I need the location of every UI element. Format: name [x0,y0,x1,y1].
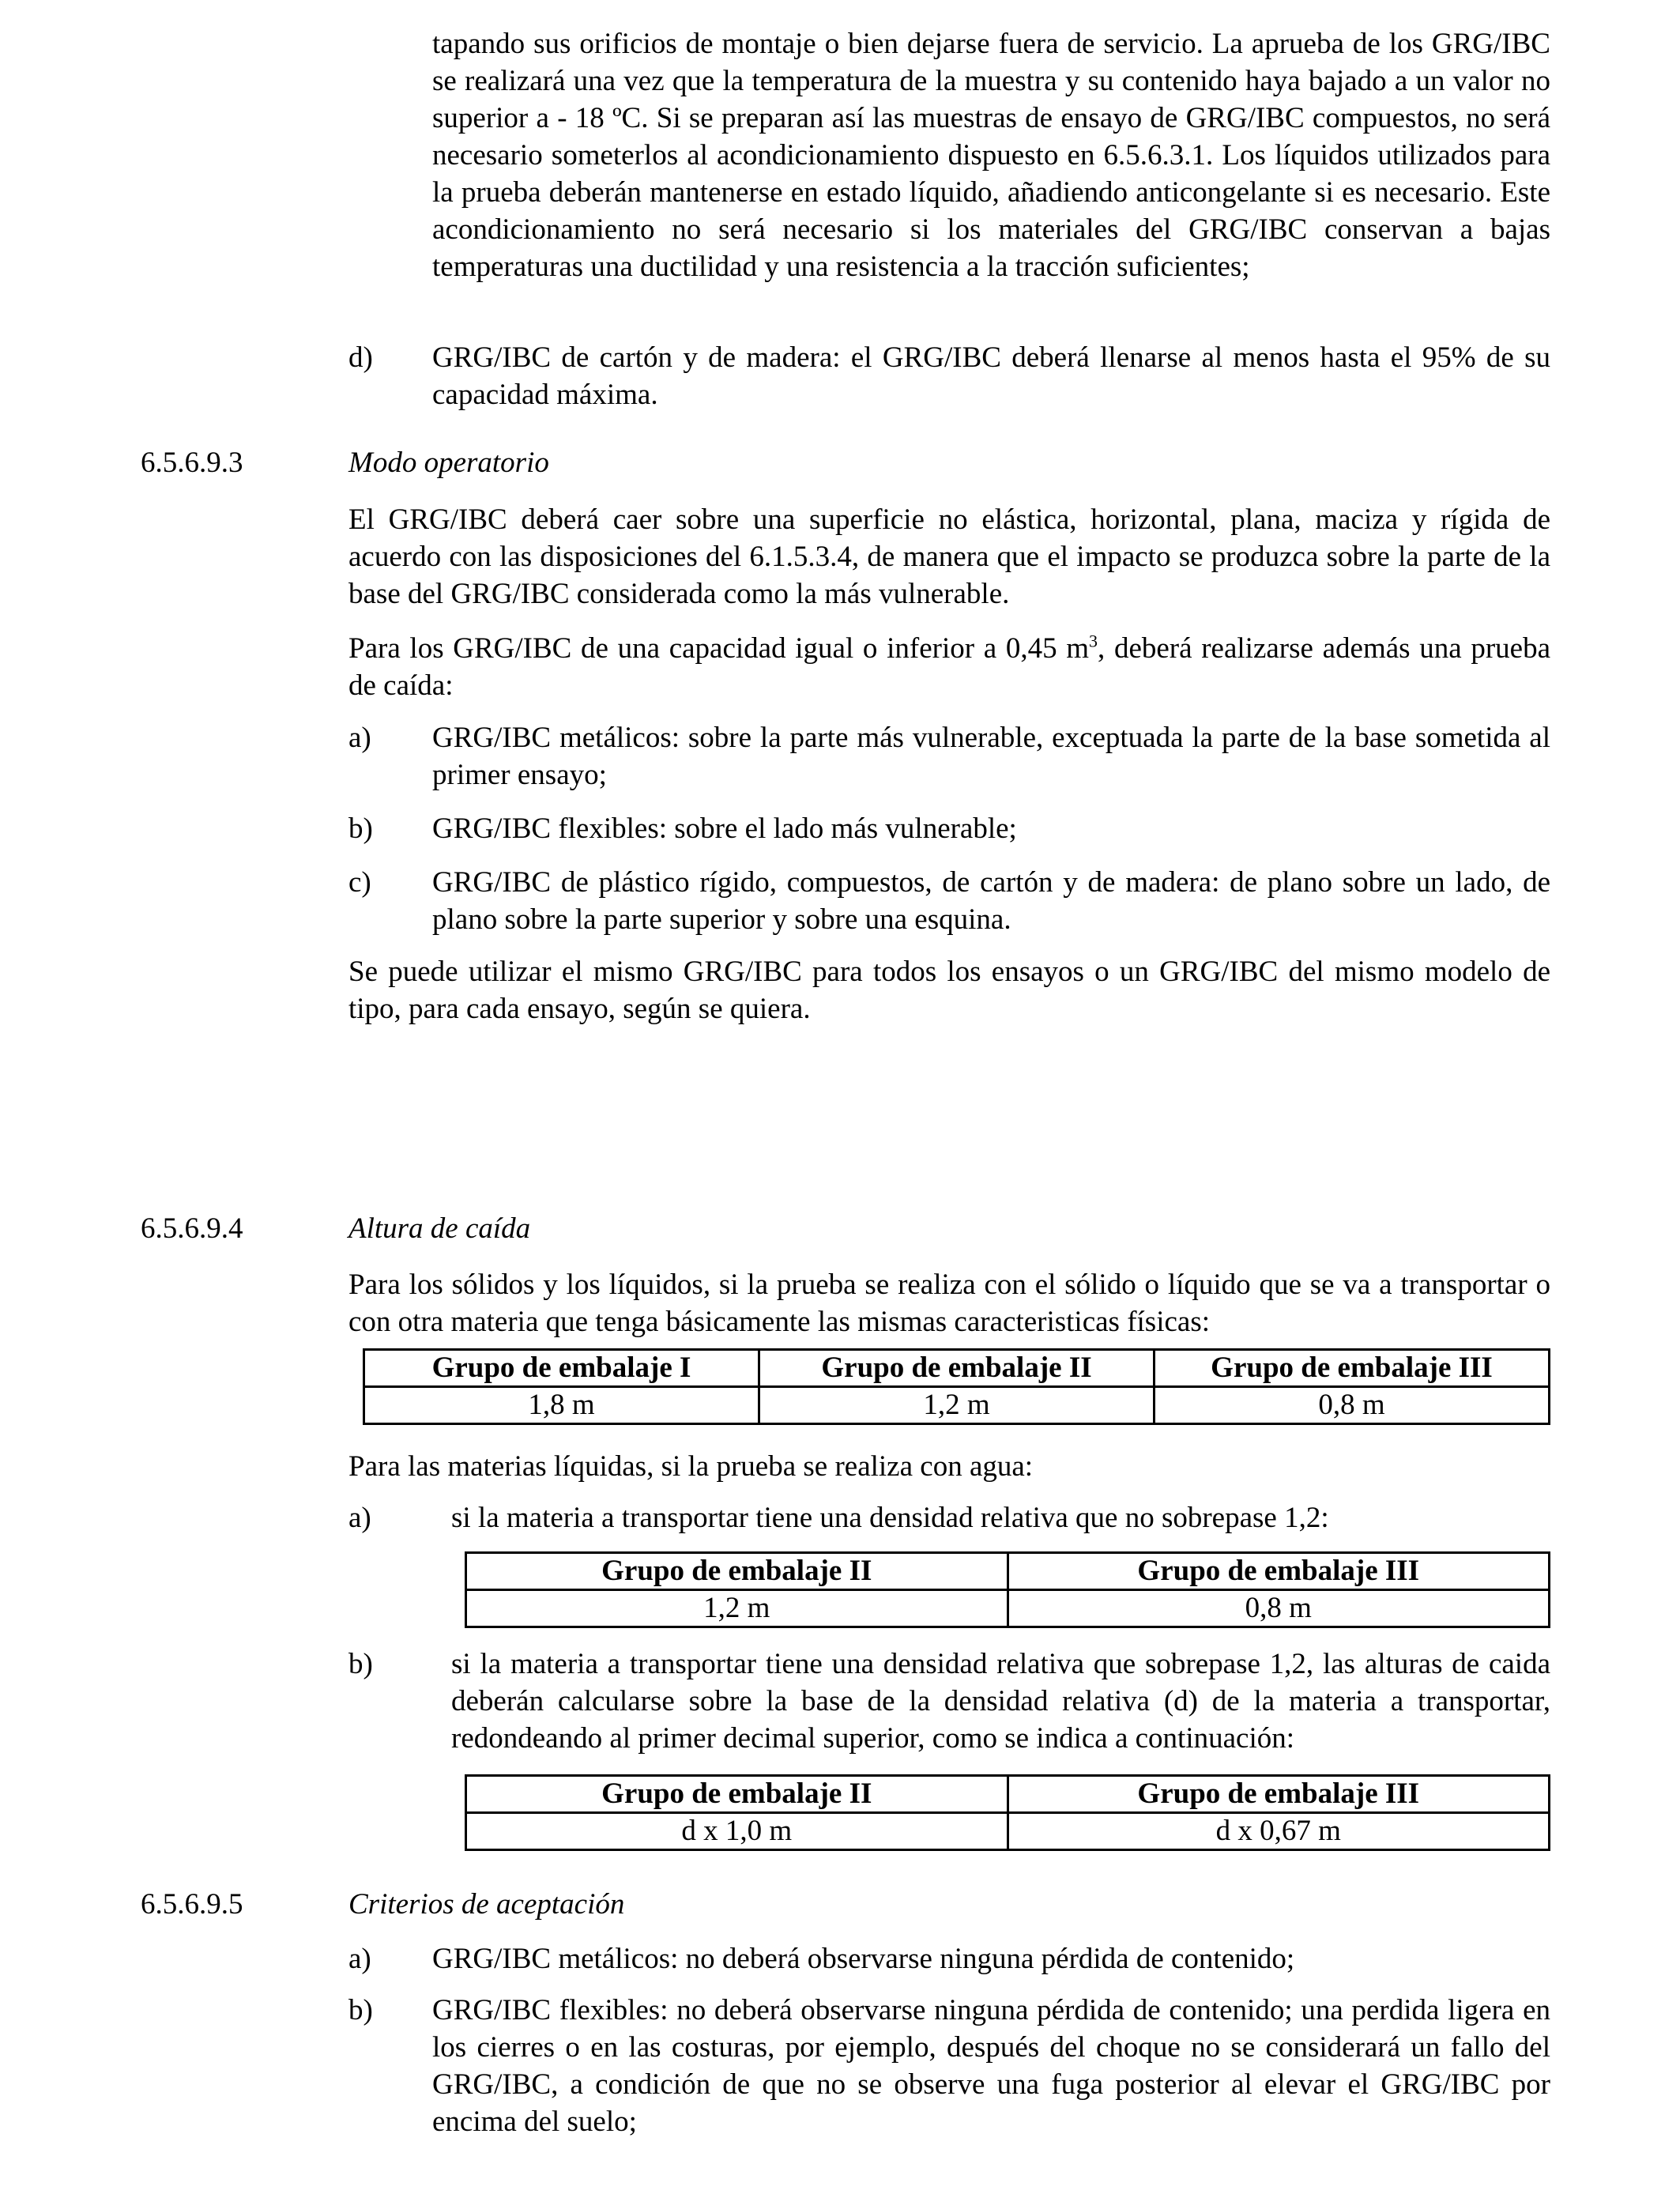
s4-item-a-label: a) [348,1502,371,1534]
item-d-label: d) [348,341,373,374]
table-header: Grupo de embalaje II [466,1553,1008,1590]
s3-item-c-label: c) [348,866,371,899]
table-header: Grupo de embalaje I [364,1350,759,1387]
s3-item-a-text: GRG/IBC metálicos: sobre la parte más vulnerable, exceptuada la parte de la base sometida al primer ensayo; [432,722,1550,791]
section-number-6-5-6-9-4: 6.5.6.9.4 [141,1212,243,1245]
drop-height-table-all-groups [363,1348,1550,1425]
table-header: Grupo de embalaje II [466,1776,1008,1813]
s3-item-b-label: b) [348,812,373,845]
drop-height-table-water [465,1551,1550,1628]
s4-item-a-text: si la materia a transportar tiene una densidad relativa que no sobrepase 1,2: [451,1502,1329,1534]
s5-item-a-text: GRG/IBC metálicos: no deberá observarse ninguna pérdida de contenido; [432,1943,1295,1975]
table-cell: d x 0,67 m [1008,1813,1550,1850]
s3-paragraph-2: Para los GRG/IBC de una capacidad igual o inferior a 0,45 $m^3$, deberá realizarse además una prueba de caída: [348,631,1550,702]
s5-item-a-label: a) [348,1943,371,1975]
s3-item-b-text: GRG/IBC flexibles: sobre el lado más vulnerable; [432,812,1017,845]
table-header: Grupo de embalaje III [1008,1776,1550,1813]
table-header: Grupo de embalaje II [759,1350,1155,1387]
s4-item-b-label: b) [348,1648,373,1680]
drop-height-table-density [465,1774,1550,1851]
section-title-modo-operatorio: Modo operatorio [348,447,549,479]
table-cell: 1,2 m [759,1387,1155,1424]
table-cell: 1,2 m [466,1590,1008,1627]
table-header: Grupo de embalaje III [1008,1553,1550,1590]
intro-paragraph: tapando sus orificios de montaje o bien dejarse fuera de servicio. La aprueba de los GRG/IBC se realizará una vez que la temperatura de la muestra y su contenido haya bajado a un valor no superior a - 18 ºC. Si se preparan así las muestras de ensayo de GRG/IBC compuestos, no será necesario someterlos al acondicionamiento dispuesto en 6.5.6.3.1. Los líquidos utilizados para la prueba deberán mantenerse en estado líquido, añadiendo anticongelante si es necesario. Este acondicionamiento no será necesario si los materiales del GRG/IBC conservan a bajas temperaturas una ductilidad y una resistencia a la tracción suficientes; [432,28,1550,283]
section-number-6-5-6-9-3: 6.5.6.9.3 [141,447,243,479]
s3-item-c-text: GRG/IBC de plástico rígido, compuestos, de cartón y de madera: de plano sobre un lado, de plano sobre la parte superior y sobre una esquina. [432,866,1550,936]
s5-item-b-text: GRG/IBC flexibles: no deberá observarse ninguna pérdida de contenido; una perdida ligera en los cierres o en las costuras, por ejemplo, después del choque no se considerará un fallo del GRG/IBC, a condición de que no se observe una fuga posterior al elevar el GRG/IBC por encima del suelo; [432,1994,1550,2138]
s4-paragraph-2: Para las materias líquidas, si la prueba se realiza con agua: [348,1450,1034,1483]
table-cell: 0,8 m [1008,1590,1550,1627]
table-header: Grupo de embalaje III [1155,1350,1550,1387]
section-title-altura-de-caida: Altura de caída [348,1212,531,1245]
table-cell: 0,8 m [1155,1387,1550,1424]
section-title-criterios-de-aceptacion: Criterios de aceptación [348,1888,625,1921]
table-cell: 1,8 m [364,1387,759,1424]
section-number-6-5-6-9-5: 6.5.6.9.5 [141,1888,243,1921]
table-cell: d x 1,0 m [466,1813,1008,1850]
s3-paragraph-3: Se puede utilizar el mismo GRG/IBC para todos los ensayos o un GRG/IBC del mismo modelo de tipo, para cada ensayo, según se quiera. [348,956,1550,1025]
s4-paragraph-1: Para los sólidos y los líquidos, si la prueba se realiza con el sólido o líquido que se va a transportar o con otra materia que tenga básicamente las mismas caracteristicas físicas: [348,1269,1550,1338]
s5-item-b-label: b) [348,1994,373,2026]
s3-item-a-label: a) [348,722,371,754]
s4-item-b-text: si la materia a transportar tiene una densidad relativa que sobrepase 1,2, las alturas de caida deberán calcularse sobre la base de la densidad relativa (d) de la materia a transportar, redondeando al primer decimal superior, como se indica a continuación: [451,1648,1550,1755]
s3-paragraph-1: El GRG/IBC deberá caer sobre una superficie no elástica, horizontal, plana, maciza y rígida de acuerdo con las disposiciones del 6.1.5.3.4, de manera que el impacto se produzca sobre la parte de la base del GRG/IBC considerada como la más vulnerable. [348,503,1550,610]
item-d-text: GRG/IBC de cartón y de madera: el GRG/IBC deberá llenarse al menos hasta el 95% de su capacidad máxima. [432,341,1550,411]
